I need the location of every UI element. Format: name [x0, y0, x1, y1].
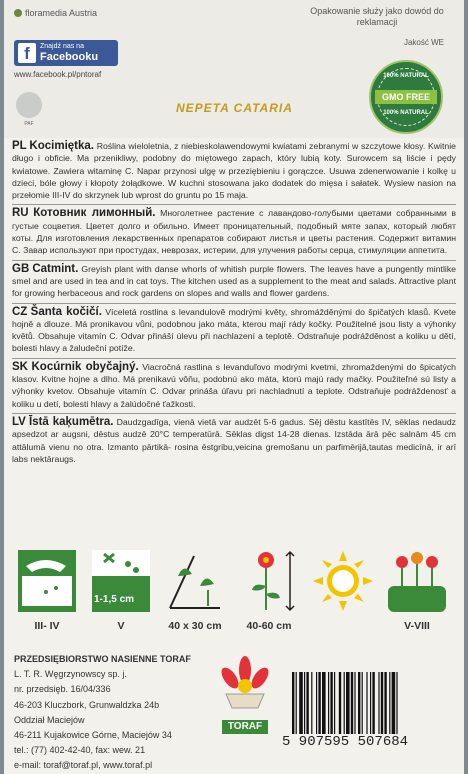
- gmo-free-badge: 100% NATURAL GMO FREE 100% NATURAL: [369, 60, 443, 134]
- quality-label: Jakość WE: [403, 38, 444, 47]
- cultivation-icons: [12, 546, 458, 636]
- spacing-icon: 40 x 30 cm: [164, 546, 226, 616]
- brand: floramedia Austria: [14, 8, 97, 18]
- barcode: [282, 672, 456, 752]
- flower-logo-icon: [14, 9, 22, 17]
- section-sk: SK Kocúrnik obyčajný. Viacročná rastlina s levanduľovo modrými kvetmi, zhromaždenými do špicatých klasov. Kvitne hojne a dlho. Má prenikavú vôňu, podobnú ako máta, ktorú majú rady mačky. Použiteľné sú listy a výhonky kvetov. Obsahuje vitamín C. Odvar prináša úľavu pri nachladnutí a teplote. Odstraňuje podráždenosť a koliku u detí, bolesti hlavy a žalúdočné ťažkosti.: [12, 359, 456, 414]
- facebook-badge[interactable]: f Znajdź nas na Facebooku: [14, 40, 118, 66]
- seed-packet-back: [4, 0, 464, 774]
- barcode-bars: [292, 672, 456, 734]
- sun-icon: [312, 546, 374, 616]
- sowing-indoor-icon: III- IV: [16, 546, 78, 616]
- sowing-depth-icon: 1-1,5 cm V: [90, 546, 152, 616]
- latin-name: NEPETA CATARIA: [176, 101, 293, 115]
- height-icon: 40-60 cm: [238, 546, 300, 616]
- barcode-number: 5 907595 507684: [282, 734, 409, 750]
- paf-icon: PAF: [16, 92, 42, 118]
- descriptions: [12, 138, 456, 468]
- section-pl: PL Kocimiętka. Roślina wieloletnia, z niebieskolawendowymi kwiatami zebranymi w szczytowe kłosy. Kwitnie długo i obficie. Ma przenikliwy, podobny do miętowego zapach, który lubią koty. Surowcem są liście i pędy kwiatowe. Zawiera witaminę C. Napar przynosi ulgę w przeziębieniu i gorączce. Usuwa zdenerwowanie i kolkę u dzieci, bóle głowy i kłopoty żołądkowe. W kuchni stosowana jako dodatek do mięsa i sałatek. Wysiew nasion na przełomie III-IV do skrzynek lub wprost do gruntu po 15 maja.: [12, 138, 456, 205]
- toraf-logo: TORAF: [216, 652, 274, 742]
- section-lv: LV Īstā kaķumētra. Daudzgadīga, vienā vietā var audzēt 5-6 gadus. Sēj dēstu kastītēs IV, sēklas nedaudz apsedzot ar augsni, dēstus audzē 20°C temperatūrā. Sēklas digst 14-28 dienas. Izstāda ārā pēc salnām 45 cm attālumā vienu no otra. Izmanto pārtikā- rosina ēstgribu,veicina gremošanu un parfimērijā,tautas medicīnā, ir arī labs nektāraugs.: [12, 415, 456, 464]
- packaging-note: Opakowanie służy jako dowód do reklamacji: [310, 6, 444, 27]
- company-info: PRZEDSIĘBIORSTWO NASIENNE TORAF L. T. R. Węgrzynowscy sp. j. nr. przedsięb. 16/04/336 46-203 Kluczbork, Grunwaldzka 24b Oddział Maciejów 46-211 Kujakowice Górne, Maciejów 34 tel.: (77) 402-42-40, fax: wew. 21 e-mail: toraf@toraf.pl, www.toraf.pl: [14, 654, 191, 771]
- section-cz: CZ Šanta kočičí. Víceletá rostlina s levandulově modrými květy, shromážděnými do špičatých klasů. Kvete hojně a dlouze. Má pronikavou vůni, podobnou jako máta, kterou mají rády kočky. Použitelné jsou listy a výhonky květů. Obsahuje vitamín C. Odvar přináší úlevu při nachlazení a teplotě. Odstraňuje podrážděnost a koliku u dětí, bolesti hlavy a žaludeční potíže.: [12, 304, 456, 359]
- facebook-url[interactable]: www.facebook.pl/pntoraf: [14, 70, 102, 79]
- facebook-icon: f: [18, 43, 36, 63]
- section-gb: GB Catmint. Greyish plant with danse whorls of whitish purple flowers. The leaves have a pungently mintlike smel and are used in tea and in cat toys. The kitchen used as a supplement to the meat and salads. Attractive plant for growing herbaceous and rock gardens on slopes and walls and flower gardens.: [12, 261, 456, 304]
- header-area: [4, 0, 464, 138]
- flowering-icon: V-VIII: [386, 546, 448, 616]
- section-ru: RU Котовник лимонный. Многолетнее растение с лавандово-голубыми цветами собранными в густые соцветия. Цветет долго и обильно. Имеет проницательный, подобный мяте запах, который любят коты. Для изготовления лекарственных препаратов собирают листья и цветы растения. Содержит витамин С. Завар используют при простудах, неврозах, истерии, для улучения работы серца, стимуляции аппетита.: [12, 205, 456, 260]
